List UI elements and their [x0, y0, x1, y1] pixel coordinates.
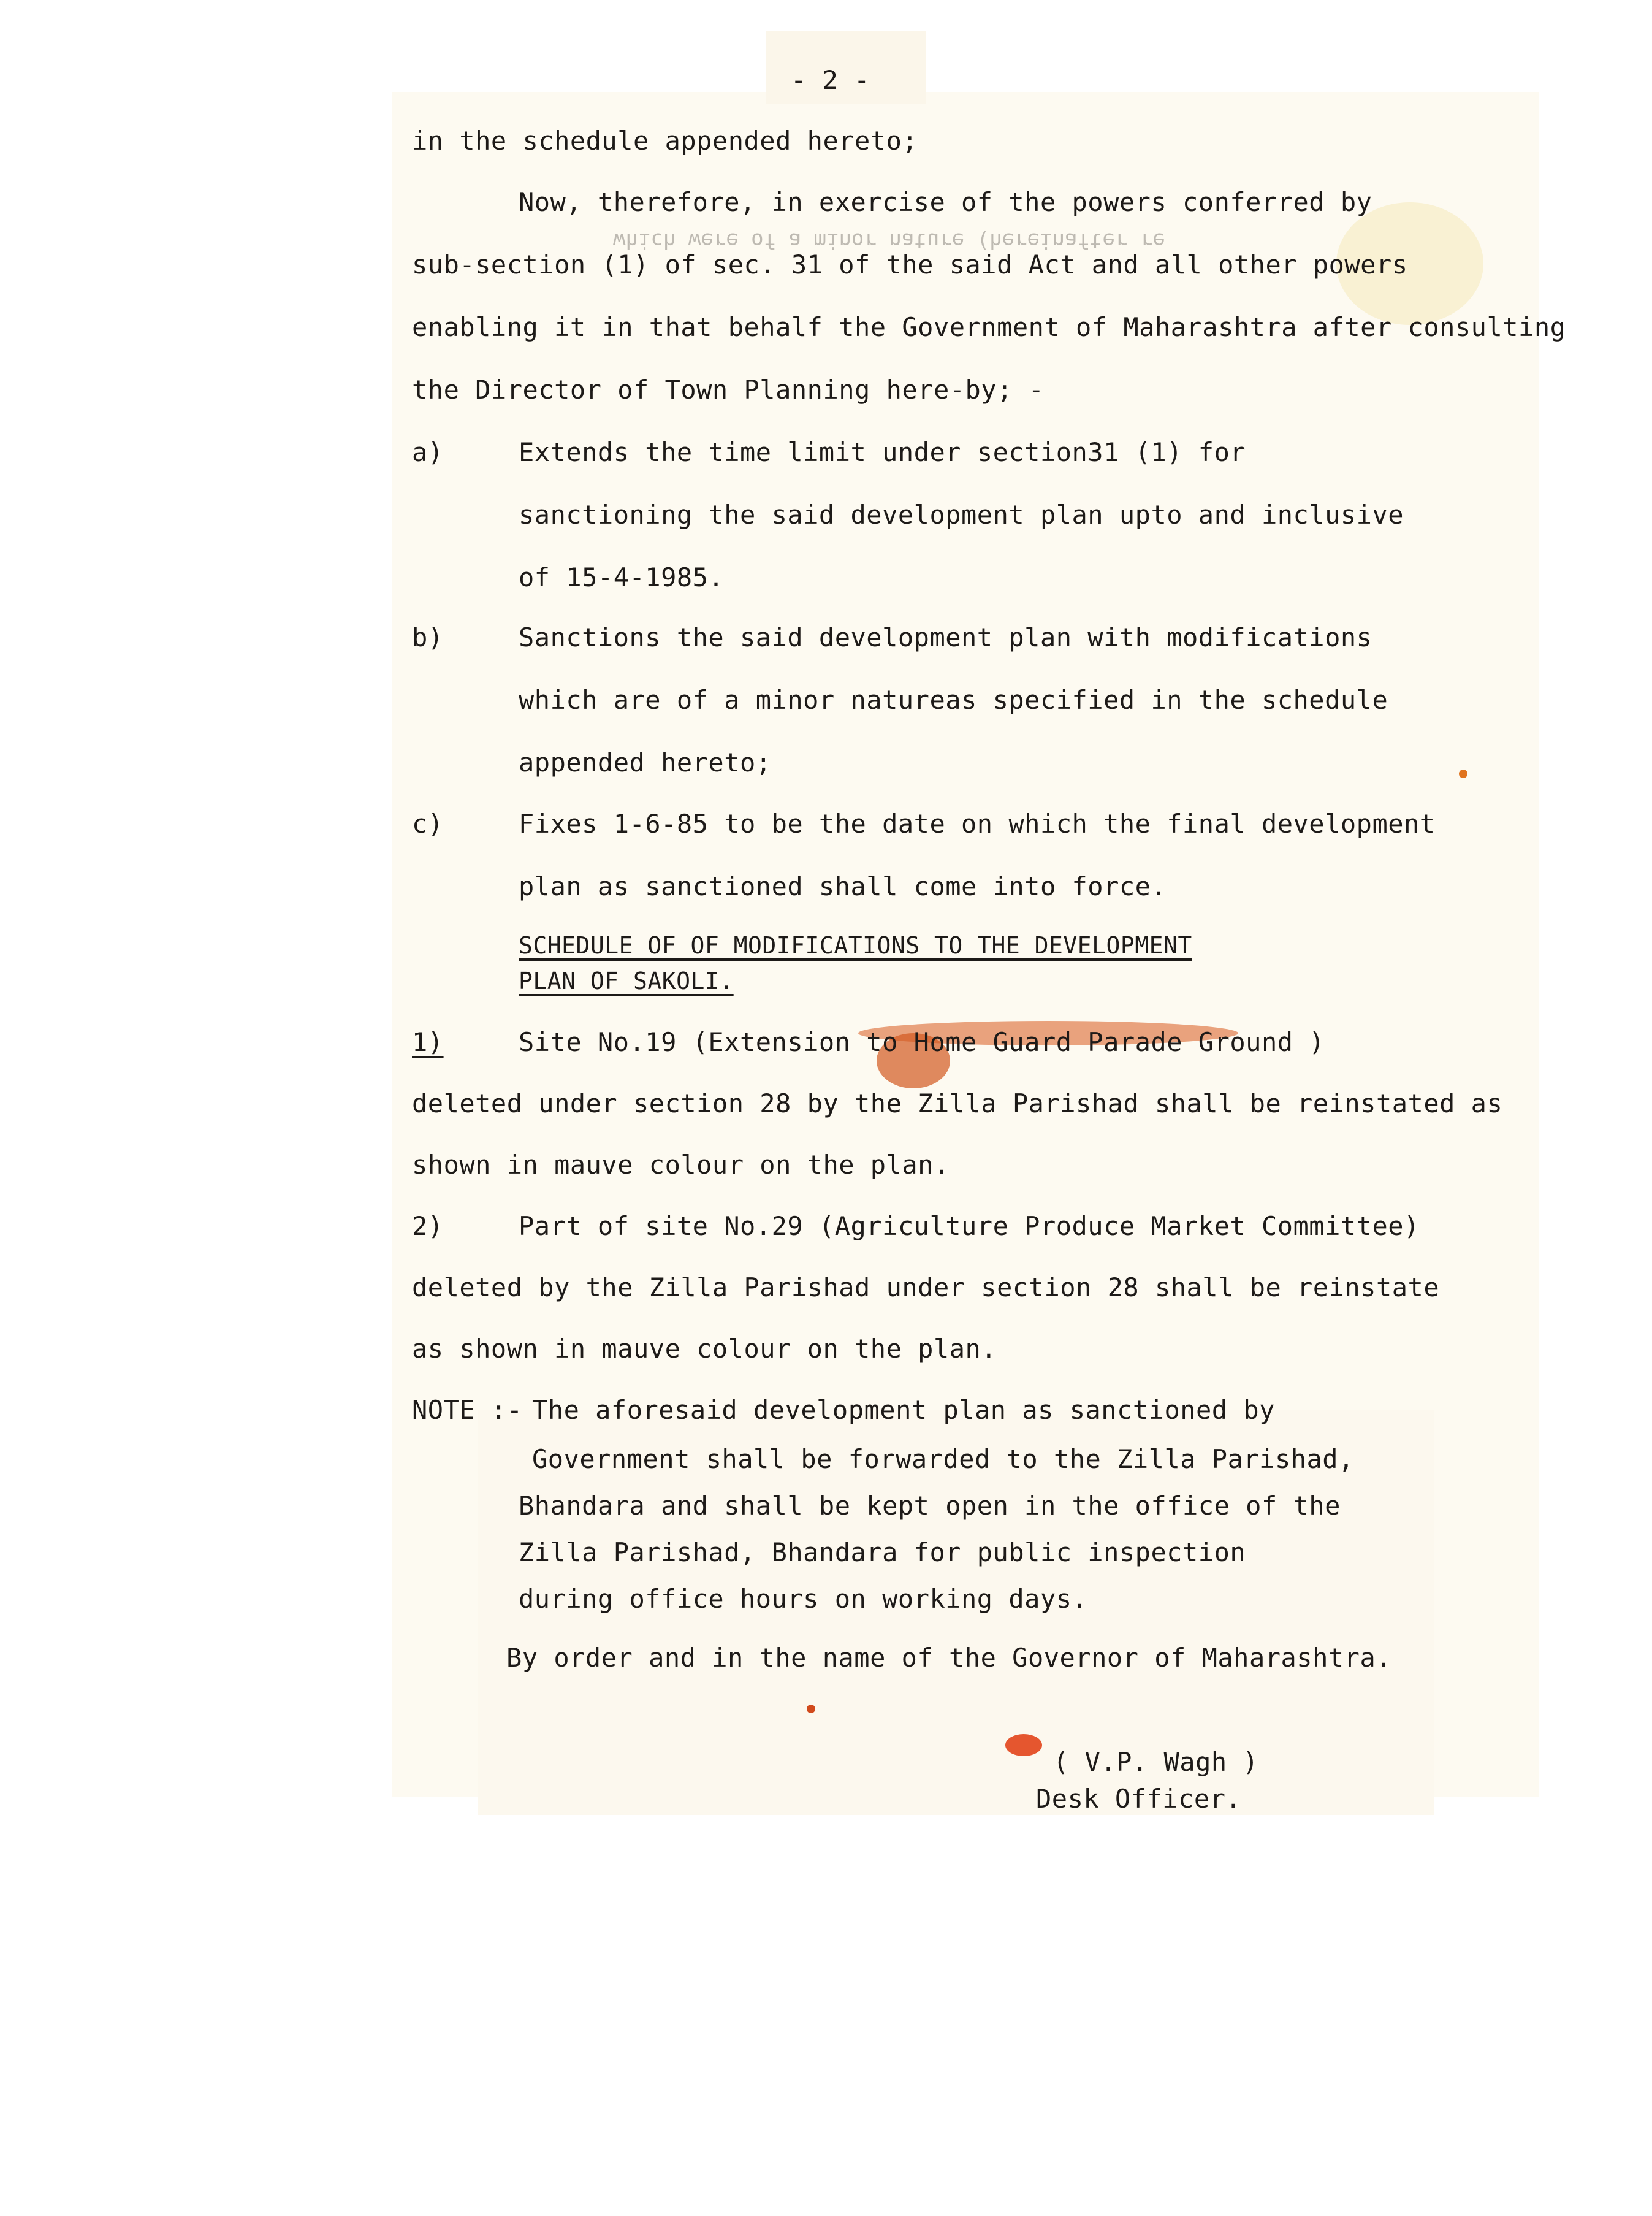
item-line: Sanctions the said development plan with modifications	[519, 622, 1372, 652]
note-label: NOTE :-	[412, 1395, 523, 1425]
modification-line: deleted under section 28 by the Zilla Parishad shall be reinstated as	[412, 1088, 1503, 1118]
schedule-title: SCHEDULE OF OF MODIFICATIONS TO THE DEVELOPMENT	[519, 932, 1192, 959]
signature-name: ( V.P. Wagh )	[1053, 1747, 1259, 1777]
note-line: Bhandara and shall be kept open in the office of the	[519, 1491, 1341, 1521]
ink-stain	[1459, 770, 1467, 778]
modification-line: Part of site No.29 (Agriculture Produce Market Committee)	[519, 1211, 1420, 1241]
modification-line: deleted by the Zilla Parishad under section 28 shall be reinstate	[412, 1272, 1440, 1302]
note-line: during office hours on working days.	[519, 1584, 1088, 1614]
item-line: plan as sanctioned shall come into force.	[519, 871, 1167, 901]
ink-stain	[1005, 1734, 1042, 1756]
item-marker: a)	[412, 437, 444, 467]
item-line: appended hereto;	[519, 747, 772, 778]
modification-marker: 2)	[412, 1211, 444, 1241]
bleed-through-text: which were of a minor nature (hereinafter re	[613, 228, 1165, 253]
paragraph-line: in the schedule appended hereto;	[412, 126, 918, 156]
item-line: Fixes 1-6-85 to be the date on which the final development	[519, 809, 1436, 839]
modification-marker: 1)	[412, 1027, 444, 1057]
item-line: of 15-4-1985.	[519, 562, 725, 592]
note-line: Government shall be forwarded to the Zilla Parishad,	[532, 1444, 1354, 1474]
modification-line: Site No.19 (Extension to Home Guard Parade Ground )	[519, 1027, 1325, 1057]
item-marker: c)	[412, 809, 444, 839]
modification-line: shown in mauve colour on the plan.	[412, 1150, 950, 1180]
item-line: sanctioning the said development plan upto and inclusive	[519, 500, 1404, 530]
schedule-title: PLAN OF SAKOLI.	[519, 968, 734, 995]
item-marker: b)	[412, 622, 444, 652]
item-line: Extends the time limit under section31 (1) for	[519, 437, 1246, 467]
paragraph-line: sub-section (1) of sec. 31 of the said Act and all other powers	[412, 250, 1408, 280]
paragraph-line: the Director of Town Planning here-by; -	[412, 375, 1045, 405]
ink-stain	[807, 1705, 815, 1713]
page-number: - 2 -	[791, 65, 870, 95]
paragraph-line: Now, therefore, in exercise of the powers conferred by	[519, 187, 1372, 217]
note-line: Zilla Parishad, Bhandara for public inspection	[519, 1537, 1246, 1567]
paragraph-line: enabling it in that behalf the Government of Maharashtra after consulting	[412, 312, 1566, 342]
note-line: The aforesaid development plan as sanctioned by	[532, 1395, 1275, 1425]
signature-title: Desk Officer.	[1036, 1784, 1242, 1814]
modification-line: as shown in mauve colour on the plan.	[412, 1334, 997, 1364]
item-line: which are of a minor natureas specified in the schedule	[519, 685, 1388, 715]
closing-line: By order and in the name of the Governor of Maharashtra.	[506, 1643, 1392, 1673]
